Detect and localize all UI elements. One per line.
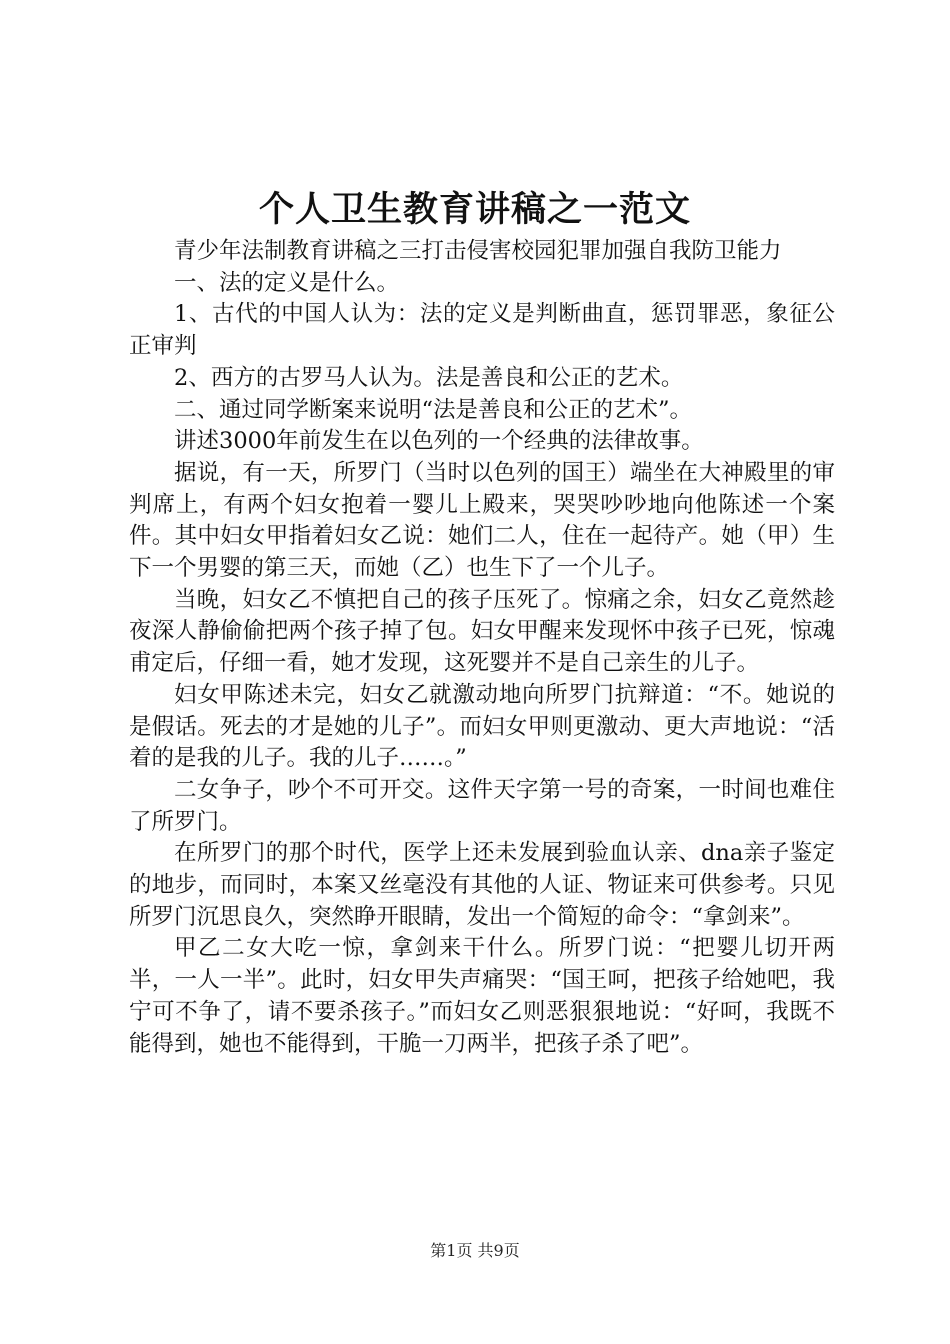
paragraph: 当晚，妇女乙不慎把自己的孩子压死了。惊痛之余，妇女乙竟然趁夜深人静偷偷把两个孩子掉了包。妇女甲醒来发现怀中孩子已死，惊魂甫定后，仔细一看，她才发现，这死婴并不是自己亲生的儿子。 bbox=[129, 586, 835, 677]
paragraph: 甲乙二女大吃一惊，拿剑来干什么。所罗门说：“把婴儿切开两半，一人一半”。此时，妇女甲失声痛哭：“国王呵，把孩子给她吧，我宁可不争了，请不要杀孩子。”而妇女乙则恶狠狠地说：“好呵，我既不能得到，她也不能得到，干脆一刀两半，把孩子杀了吧”。 bbox=[129, 935, 835, 1057]
paragraph: 据说，有一天，所罗门（当时以色列的国王）端坐在大神殿里的审判席上，有两个妇女抱着一婴儿上殿来，哭哭吵吵地向他陈述一个案件。其中妇女甲指着妇女乙说：她们二人，住在一起待产。她（甲）生下一个男婴的第三天，而她（乙）也生下了一个儿子。 bbox=[129, 459, 835, 582]
paragraph: 讲述3000年前发生在以色列的一个经典的法律故事。 bbox=[174, 428, 704, 455]
paragraph: 1、古代的中国人认为：法的定义是判断曲直，惩罚罪恶，象征公正审判 bbox=[129, 301, 835, 360]
paragraph: 青少年法制教育讲稿之三打击侵害校园犯罪加强自我防卫能力 bbox=[174, 238, 782, 264]
paragraph: 妇女甲陈述未完，妇女乙就激动地向所罗门抗辩道：“不。她说的是假话。死去的才是她的儿子”。而妇女甲则更激动、更大声地说：“活着的是我的儿子。我的儿子……。” bbox=[129, 681, 835, 772]
paragraph: 二女争子，吵个不可开交。这件天字第一号的奇案，一时间也难住了所罗门。 bbox=[129, 776, 835, 835]
paragraph: 2、西方的古罗马人认为。法是善良和公正的艺术。 bbox=[174, 364, 684, 391]
document-body bbox=[129, 236, 835, 1060]
page-footer: 第1页 共9页 bbox=[430, 1241, 520, 1260]
paragraph: 一、法的定义是什么。 bbox=[174, 269, 400, 296]
page-title: 个人卫生教育讲稿之一范文 bbox=[258, 189, 691, 230]
paragraph: 在所罗门的那个时代，医学上还未发展到验血认亲、dna亲子鉴定的地步，而同时，本案又丝毫没有其他的人证、物证来可供参考。只见所罗门沉思良久，突然睁开眼睛，发出一个简短的命令：“拿剑来”。 bbox=[129, 840, 835, 930]
paragraph: 二、通过同学断案来说明“法是善良和公正的艺术”。 bbox=[174, 396, 693, 423]
